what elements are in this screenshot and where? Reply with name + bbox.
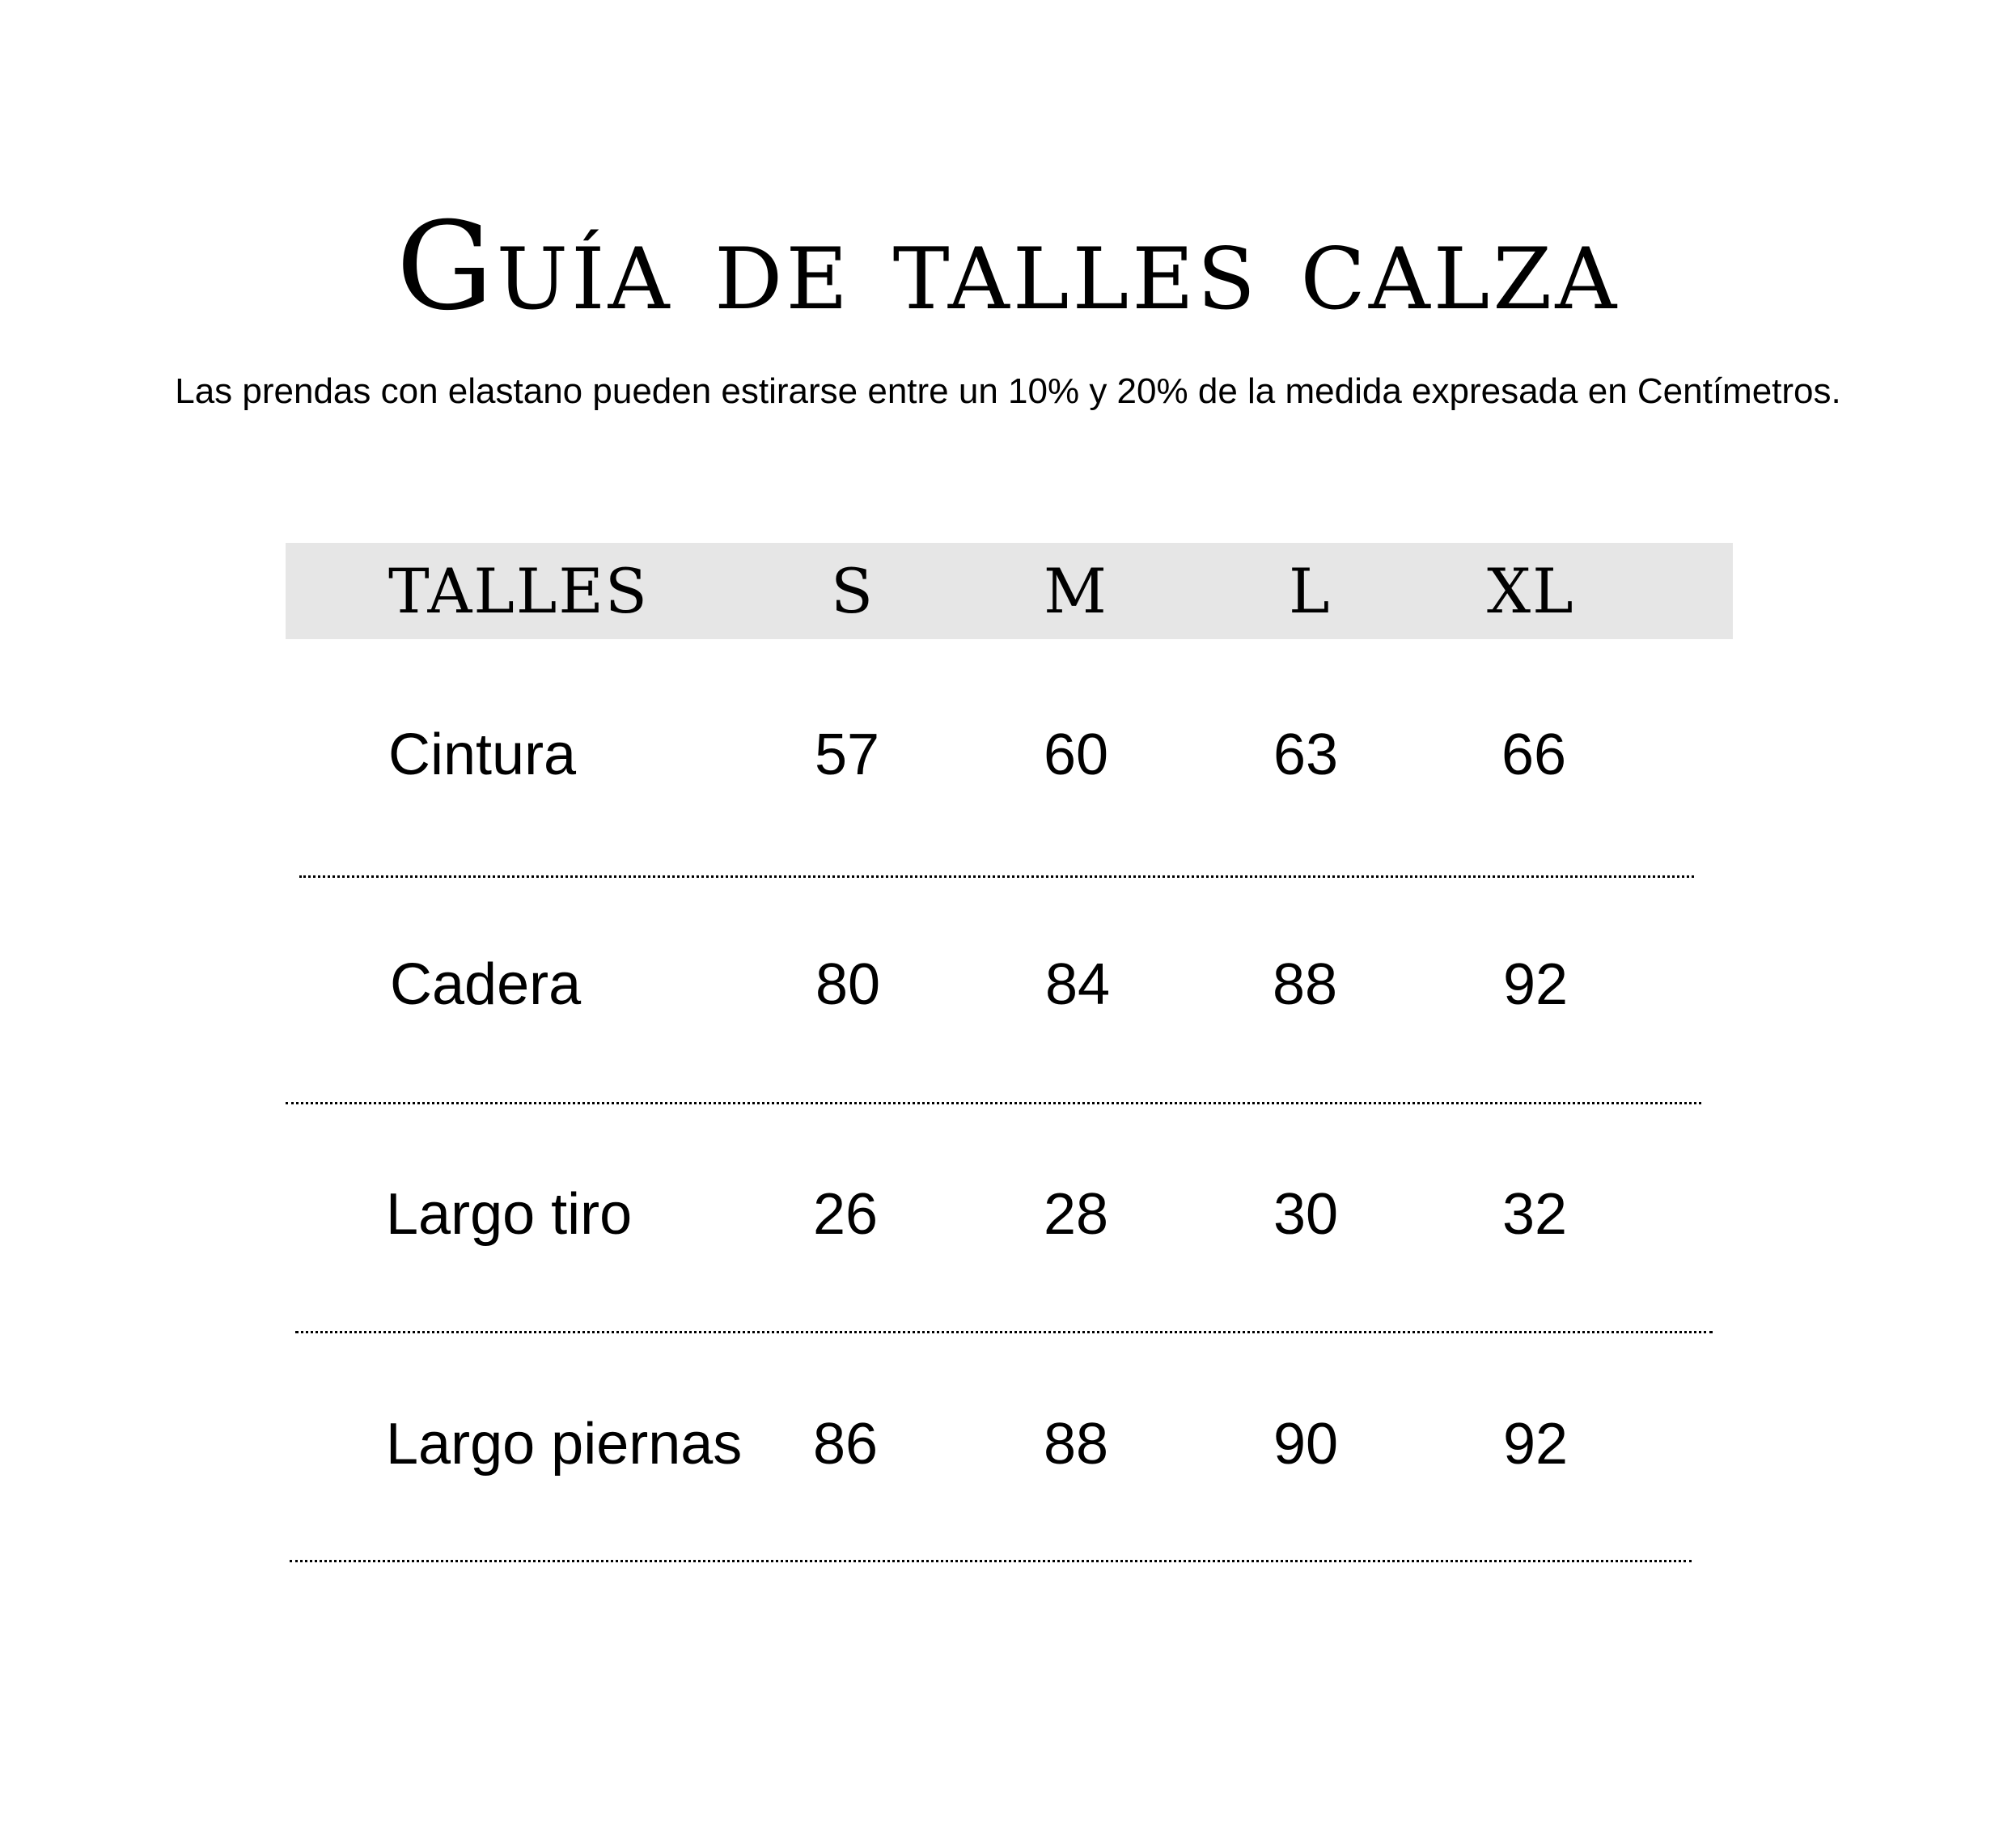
header-size-l: L: [1289, 555, 1332, 627]
header-size-s: S: [831, 555, 875, 627]
page-title: Guía de talles calza: [396, 197, 1620, 337]
header-sizes-label: TALLES: [388, 555, 649, 627]
row-divider: [290, 1560, 1692, 1562]
cell-value: 92: [1502, 1412, 1569, 1477]
cell-value: 90: [1273, 1412, 1339, 1477]
cell-value: 88: [1272, 952, 1338, 1017]
header-size-xl: XL: [1487, 555, 1575, 627]
row-divider: [286, 1102, 1701, 1104]
cell-value: 32: [1501, 1182, 1568, 1247]
cell-value: 57: [814, 722, 880, 787]
cell-value: 30: [1273, 1182, 1339, 1247]
cell-value: 92: [1502, 952, 1569, 1017]
cell-value: 28: [1043, 1182, 1109, 1247]
row-divider: [299, 875, 1694, 878]
cell-value: 86: [812, 1412, 879, 1477]
row-divider: [295, 1331, 1713, 1333]
header-size-m: M: [1044, 555, 1108, 627]
cell-value: 26: [812, 1182, 879, 1247]
cell-value: 60: [1043, 722, 1109, 787]
cell-value: 63: [1273, 722, 1339, 787]
row-label: Largo tiro: [386, 1182, 633, 1247]
row-label: Cadera: [390, 952, 582, 1017]
page-subtitle: Las prendas con elastano pueden estirarse entre un 10% y 20% de la medida expresada en Centímetros.: [175, 371, 1841, 411]
cell-value: 88: [1043, 1412, 1109, 1477]
row-label: Cintura: [388, 722, 577, 787]
cell-value: 66: [1501, 722, 1567, 787]
cell-value: 84: [1044, 952, 1111, 1017]
row-label: Largo piernas: [386, 1412, 743, 1477]
cell-value: 80: [815, 952, 881, 1017]
